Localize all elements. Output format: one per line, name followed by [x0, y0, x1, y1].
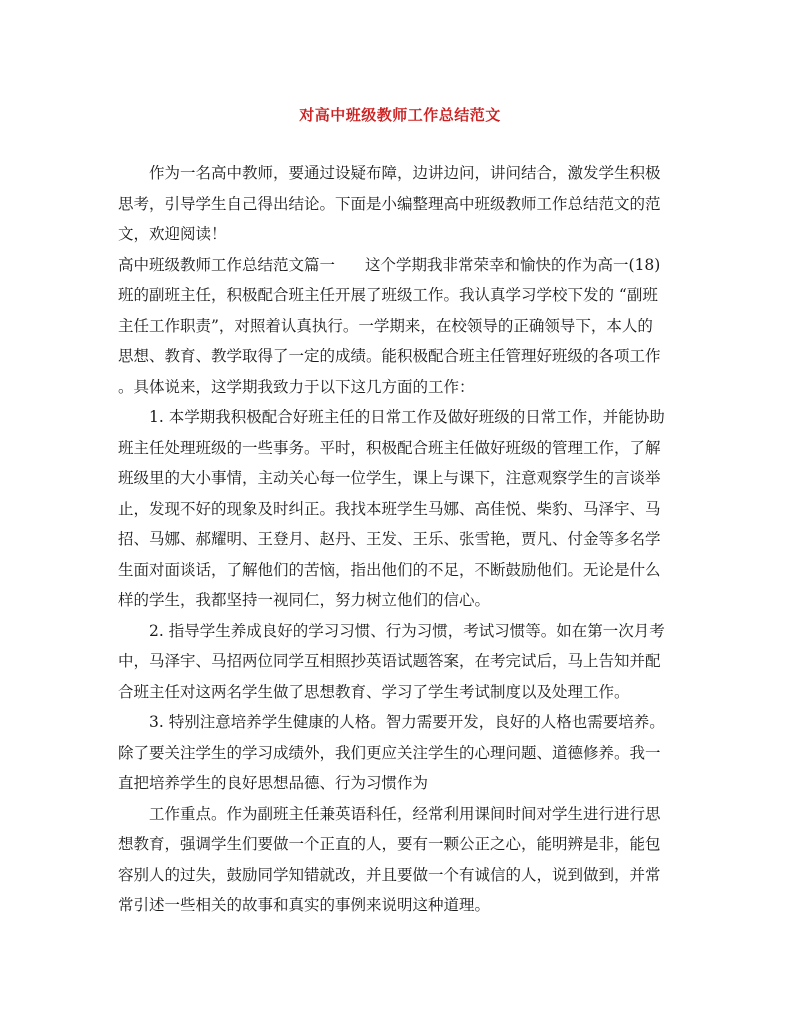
paragraph-line: 工作重点。作为副班主任兼英语科任，经常利用课间时间对学生进行进行思	[149, 804, 661, 823]
paragraph-line: 样的学生，我都坚持一视同仁，努力树立他们的信心。	[118, 591, 491, 609]
paragraph-line: 。具体说来，这学期我致力于以下这几方面的工作：	[118, 377, 475, 396]
paragraph-line: 思想、教育、教学取得了一定的成绩。能积极配合班主任管理好班级的各项工作	[118, 347, 661, 365]
paragraph-line: 想教育，强调学生们要做一个正直的人，要有一颗公正之心，能明辨是非，能包	[118, 835, 661, 853]
paragraph-line: 1. 本学期我积极配合好班主任的日常工作及做好班级的日常工作，并能协助	[149, 408, 665, 426]
paragraph-line: 止，发现不好的现象及时纠正。我找本班学生马娜、高佳悦、柴豹、马泽宇、马	[118, 499, 661, 518]
section-heading: 高中班级教师工作总结范文篇一	[118, 255, 336, 274]
paragraph-line: 合班主任对这两名学生做了思想教育、学习了学生考试制度以及处理工作。	[118, 682, 630, 701]
paragraph-line: 主任工作职责”，对照着认真执行。一学期来，在校领导的正确领导下，本人的	[118, 316, 653, 335]
paragraph-line: 招、马娜、郝耀明、王登月、赵丹、王发、王乐、张雪艳，贾凡、付金等多名学	[118, 530, 661, 548]
paragraph-line: 2. 指导学生养成良好的学习习惯、行为习惯，考试习惯等。如在第一次月考	[149, 621, 665, 640]
paragraph-line: 常引述一些相关的故事和真实的事例来说明这种道理。	[118, 896, 491, 914]
paragraph-line: 中，马泽宇、马招两位同学互相照抄英语试题答案，在考完试后，马上告知并配	[118, 652, 661, 670]
paragraph-line: 班级里的大小事情，主动关心每一位学生，课上与课下，注意观察学生的言谈举	[118, 469, 661, 487]
paragraph-line: 生面对面谈话，了解他们的苦恼，指出他们的不足，不断鼓励他们。无论是什么	[118, 560, 661, 579]
document-title: 对高中班级教师工作总结范文	[299, 106, 501, 124]
paragraph-line: 班的副班主任，积极配合班主任开展了班级工作。我认真学习学校下发的 “副班	[118, 286, 658, 304]
paragraph-line: 这个学期我非常荣幸和愉快的作为高一(18)	[365, 255, 661, 274]
section-heading-line	[118, 250, 683, 281]
paragraph-line: 文，欢迎阅读！	[118, 225, 227, 243]
paragraph-line: 思考，引导学生自己得出结论。下面是小编整理高中班级教师工作总结范文的范	[118, 194, 661, 213]
paragraph-line: 作为一名高中教师，要通过设疑布障，边讲边问，讲问结合，激发学生积极	[149, 164, 661, 182]
paragraph-line: 直把培养学生的良好思想品德、行为习惯作为	[118, 774, 429, 792]
paragraph-line: 班主任处理班级的一些事务。平时，积极配合班主任做好班级的管理工作，了解	[118, 438, 661, 457]
paragraph-line: 3. 特别注意培养学生健康的人格。智力需要开发，良好的人格也需要培养。	[149, 713, 665, 731]
paragraph-line: 除了要关注学生的学习成绩外，我们更应关注学生的心理问题、道德修养。我一	[118, 743, 661, 762]
paragraph-line: 容别人的过失，鼓励同学知错就改，并且要做一个有诚信的人，说到做到，并常	[118, 865, 661, 884]
document-body	[118, 158, 683, 921]
